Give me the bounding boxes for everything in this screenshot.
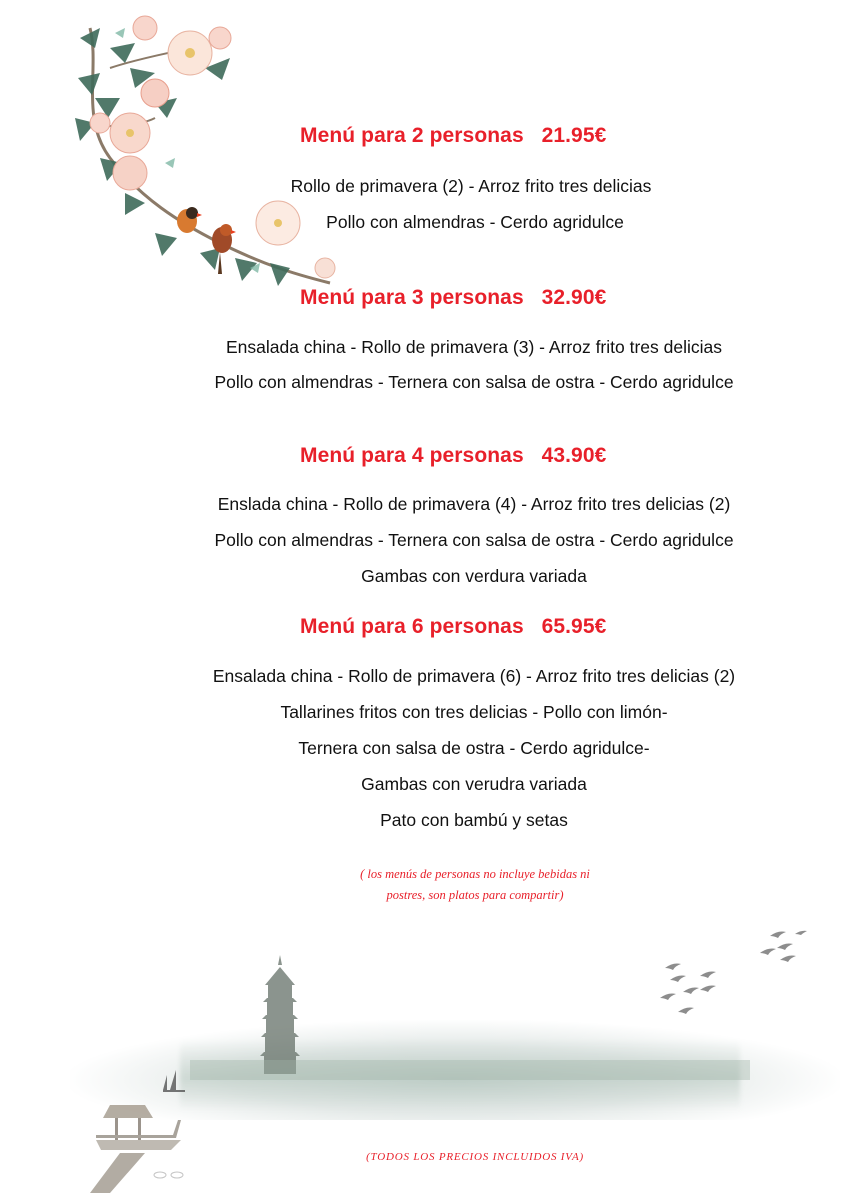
menu-item-line: Tallarines fritos con tres delicias - Pollo con limón- [280,702,668,722]
menu-disclaimer-line-1: ( los menús de personas no incluye bebidas ni [360,867,590,881]
menu-item-line: Gambas con verdura variada [361,566,587,586]
menu-item-line: Ensalada china - Rollo de primavera (6) - Arroz frito tres delicias (2) [212,666,736,686]
menu-item-line: Pollo con almendras - Ternera con salsa de ostra - Cerdo agridulce [214,372,734,392]
menu-price: 21.95€ [541,124,607,147]
menu-title: Menú para 2 personas [300,124,524,147]
menu-title: Menú para 6 personas [300,615,524,638]
menu-item-line: Pollo con almendras - Cerdo agridulce [326,212,624,232]
menu-item-line: Gambas con verudra variada [361,774,587,794]
menu-price: 43.90€ [541,444,607,467]
menu-item-line: Ternera con salsa de ostra - Cerdo agridulce- [298,738,650,758]
menu-title: Menú para 4 personas [300,444,524,467]
menu-title: Menú para 3 personas [300,286,524,309]
menu-price: 32.90€ [541,286,607,309]
menu-item-line: Pato con bambú y setas [380,810,568,830]
prices-include-vat-note: (TODOS LOS PRECIOS INCLUIDOS IVA) [366,1151,584,1163]
menu-heading [300,615,606,639]
menu-heading [300,286,606,310]
menu-heading [300,124,606,148]
menu-item-line: Ensalada china - Rollo de primavera (3) - Arroz frito tres delicias [225,337,723,357]
menu-item-line: Pollo con almendras - Ternera con salsa de ostra - Cerdo agridulce [214,530,734,550]
flower-branch-icon [70,8,350,293]
menu-item-line: Enslada china - Rollo de primavera (4) - Arroz frito tres delicias (2) [217,494,731,514]
menu-heading [300,444,606,468]
menu-disclaimer-line-2: postres, son platos para compartir) [386,888,564,902]
menu-item-line: Rollo de primavera (2) - Arroz frito tres delicias [290,176,652,196]
menu-price: 65.95€ [541,615,607,638]
